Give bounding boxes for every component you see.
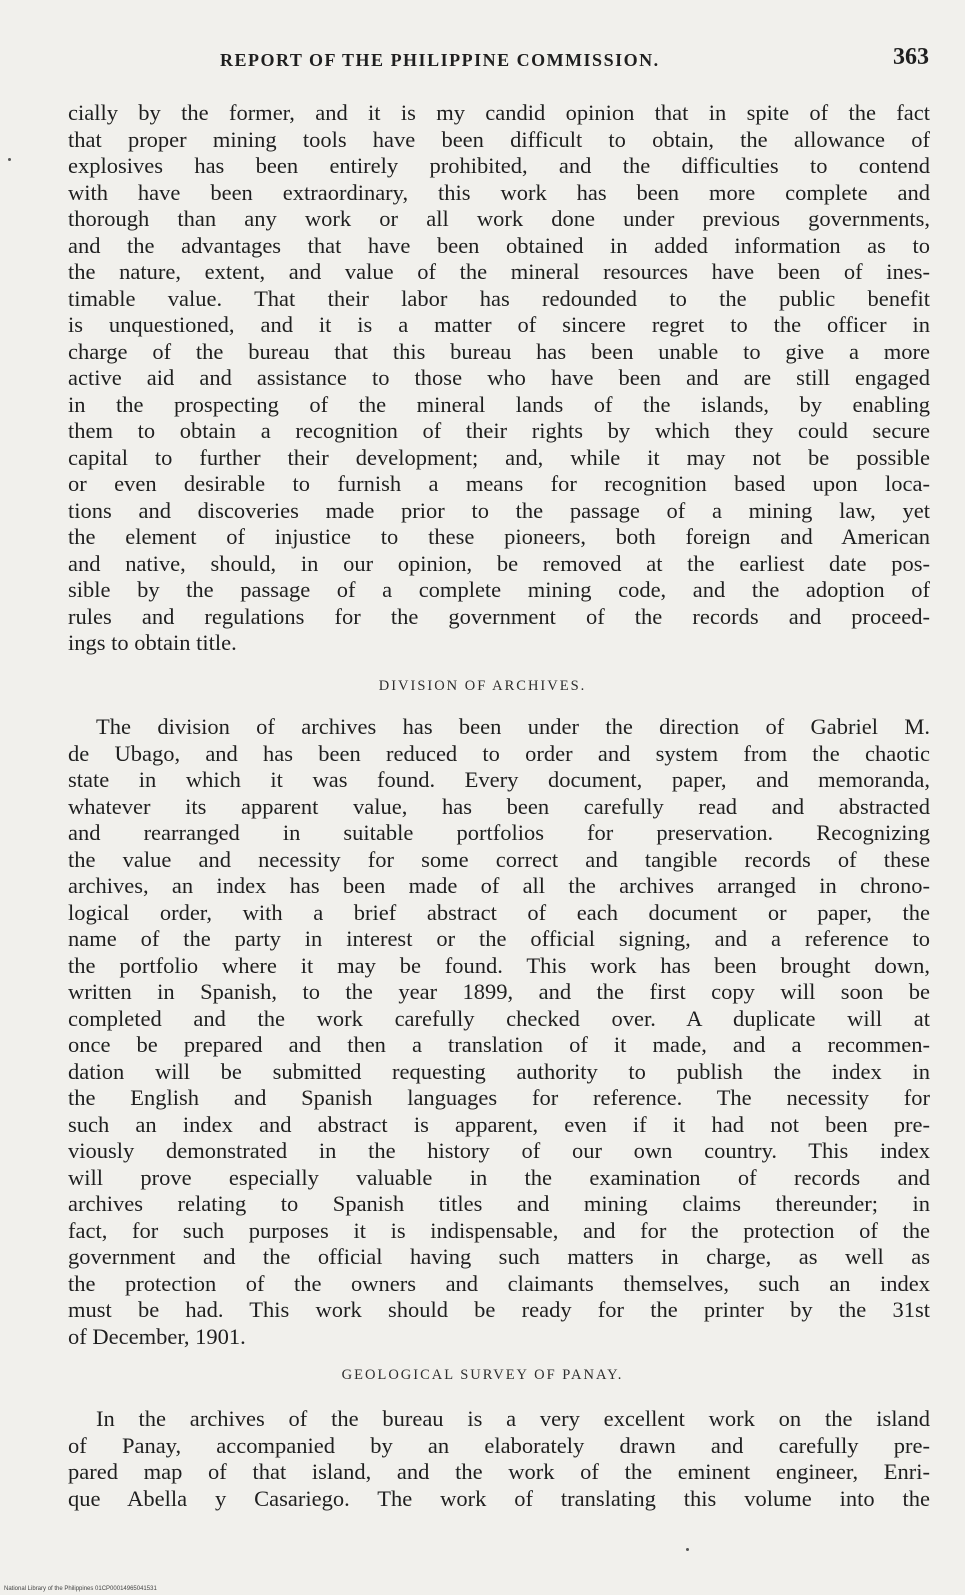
text-line: de Ubago, and has been reduced to order and system from the chaotic: [68, 740, 930, 766]
text-line: the element of injustice to these pioneers, both foreign and American: [68, 524, 930, 549]
text-line: the portfolio where it may be found. This work has been brought down,: [68, 952, 930, 978]
text-line: the nature, extent, and value of the mineral resources have been of ines-: [68, 259, 930, 284]
page-number: 363: [893, 44, 929, 70]
text-line: completed and the work carefully checked over. A duplicate will at: [68, 1005, 930, 1031]
text-line: dation will be submitted requesting authority to publish the index in: [68, 1058, 930, 1084]
text-line: in the prospecting of the mineral lands of the islands, by enabling: [68, 391, 930, 417]
heading-division-of-archives: DIVISION OF ARCHIVES.: [378, 678, 587, 694]
text-line: logical order, with a brief abstract of each document or paper, the: [68, 899, 930, 925]
text-line: active aid and assistance to those who have been and are still engaged: [68, 365, 930, 390]
text-line: and native, should, in our opinion, be removed at the earliest date pos-: [68, 550, 930, 576]
scan-footer-strip: National Library of the Philippines 01CP00014965041531: [4, 1586, 157, 1592]
text-line: once be prepared and then a translation of it made, and a recommen-: [68, 1032, 930, 1057]
text-line: charge of the bureau that this bureau has been unable to give a more: [68, 338, 930, 364]
text-line: rules and regulations for the government of the records and proceed-: [68, 603, 930, 629]
text-line: and rearranged in suitable portfolios for preservation. Recognizing: [68, 820, 930, 845]
text-line: written in Spanish, to the year 1899, and the first copy will soon be: [68, 979, 930, 1004]
text-line: state in which it was found. Every document, paper, and memoranda,: [68, 767, 930, 792]
text-line: that proper mining tools have been difficult to obtain, the allowance of: [68, 126, 930, 152]
text-line: que Abella y Casariego. The work of translating this volume into the: [68, 1485, 930, 1511]
text-line: government and the official having such matters in charge, as well as: [68, 1244, 930, 1269]
text-line: whatever its apparent value, has been carefully read and abstracted: [68, 793, 930, 819]
text-line: archives, an index has been made of all the archives arranged in chrono-: [68, 873, 930, 898]
running-head: [70, 44, 929, 78]
text-line: of December, 1901.: [68, 1323, 246, 1349]
text-line: is unquestioned, and it is a matter of sincere regret to the officer in: [68, 312, 930, 337]
text-line: fact, for such purposes it is indispensable, and for the protection of the: [68, 1217, 930, 1243]
text-line: thorough than any work or all work done under previous governments,: [68, 206, 930, 231]
text-line: name of the party in interest or the official signing, and a reference to: [68, 926, 930, 951]
running-head-title: REPORT OF THE PHILIPPINE COMMISSION.: [220, 50, 660, 70]
text-line: or even desirable to furnish a means for recognition based upon loca-: [68, 471, 930, 496]
text-line: the English and Spanish languages for reference. The necessity for: [68, 1085, 930, 1110]
paragraph-mining-continued: [68, 100, 930, 657]
text-line: such an index and abstract is apparent, even if it had not been pre-: [68, 1111, 930, 1137]
text-line: archives relating to Spanish titles and mining claims thereunder; in: [68, 1191, 930, 1216]
text-line: explosives has been entirely prohibited, and the difficulties to contend: [68, 153, 930, 178]
text-line: them to obtain a recognition of their rights by which they could secure: [68, 418, 930, 443]
text-line: pared map of that island, and the work of the eminent engineer, Enri-: [68, 1459, 930, 1484]
paragraph-archives: [68, 714, 930, 1350]
text-line: capital to further their development; and, while it may not be possible: [68, 444, 930, 470]
heading-geological-survey-of-panay: GEOLOGICAL SURVEY OF PANAY.: [341, 1367, 624, 1383]
text-line: of Panay, accompanied by an elaborately drawn and carefully pre-: [68, 1432, 930, 1458]
scan-speck: [686, 1548, 689, 1551]
text-line: sible by the passage of a complete mining code, and the adoption of: [68, 577, 930, 602]
text-line: timable value. That their labor has redounded to the public benefit: [68, 285, 930, 311]
text-line: the value and necessity for some correct and tangible records of these: [68, 846, 930, 872]
paragraph-geological-survey: [68, 1406, 930, 1512]
scan-speck: [8, 158, 11, 161]
text-line: ings to obtain title.: [68, 630, 237, 655]
text-line: and the advantages that have been obtained in added information as to: [68, 232, 930, 258]
text-line: the protection of the owners and claimants themselves, such an index: [68, 1270, 930, 1296]
text-line: cially by the former, and it is my candid opinion that in spite of the fact: [68, 100, 930, 125]
text-line: viously demonstrated in the history of our own country. This index: [68, 1138, 930, 1163]
text-line: In the archives of the bureau is a very excellent work on the island: [96, 1406, 930, 1431]
text-line: will prove especially valuable in the examination of records and: [68, 1164, 930, 1190]
text-line: with have been extraordinary, this work has been more complete and: [68, 179, 930, 205]
text-line: tions and discoveries made prior to the passage of a mining law, yet: [68, 497, 930, 523]
text-line: must be had. This work should be ready for the printer by the 31st: [68, 1297, 930, 1322]
text-line: The division of archives has been under the direction of Gabriel M.: [96, 714, 930, 739]
